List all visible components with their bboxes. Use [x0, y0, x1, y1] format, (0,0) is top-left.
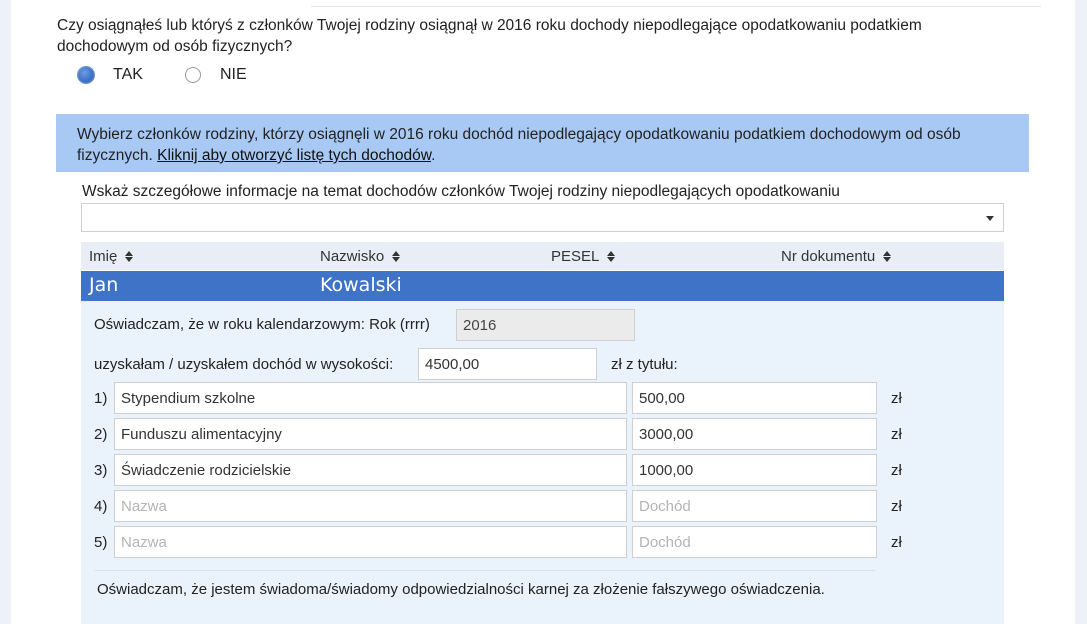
- column-header-nr-dokumentu[interactable]: [781, 248, 891, 265]
- income-amount-field[interactable]: Dochód: [632, 526, 877, 558]
- column-header-label: Nr dokumentu: [781, 248, 876, 265]
- amount-field[interactable]: 4500,00: [418, 348, 597, 380]
- currency-label: zł: [891, 390, 902, 407]
- year-label: Oświadczam, że w roku kalendarzowym: Rok (rrrr): [94, 316, 430, 333]
- currency-label: zł: [891, 426, 902, 443]
- table-row-selected[interactable]: [81, 271, 1004, 301]
- column-header-label: PESEL: [551, 248, 600, 265]
- cell-first-name: Jan: [89, 274, 119, 296]
- radio-tak[interactable]: [78, 67, 94, 83]
- info-text: Wybierz członków rodziny, którzy osiągnęli w 2016 roku dochód niepodlegający opodatkowaniu podatkiem dochodowym od osób fizycznych.: [77, 126, 961, 164]
- amount-label: uzyskałam / uzyskałem dochód w wysokości:: [94, 356, 394, 373]
- income-list-link[interactable]: Kliknij aby otworzyć listę tych dochodów: [157, 147, 432, 164]
- column-header-imie[interactable]: [89, 248, 133, 265]
- radio-nie[interactable]: [185, 67, 201, 83]
- income-amount-field[interactable]: Dochód: [632, 490, 877, 522]
- column-header-label: Nazwisko: [320, 248, 385, 265]
- cell-last-name: Kowalski: [320, 274, 402, 296]
- income-amount-field[interactable]: 1000,00: [632, 454, 877, 486]
- radio-option-nie[interactable]: [185, 66, 247, 84]
- declaration-panel: [81, 301, 1004, 624]
- income-num: 3): [94, 462, 108, 479]
- income-amount-field[interactable]: 3000,00: [632, 418, 877, 450]
- radio-option-tak[interactable]: [78, 66, 143, 84]
- income-num: 1): [94, 390, 108, 407]
- income-num: 4): [94, 498, 108, 515]
- details-select-label: Wskaż szczegółowe informacje na temat dochodów członków Twojej rodziny niepodlegających opodatkowaniu: [82, 183, 840, 200]
- income-question: Czy osiągnąłeś lub któryś z członków Twojej rodziny osiągnął w 2016 roku dochody niepodlegające opodatkowaniu podatkiem dochodowym od osób fizycznych?: [57, 17, 922, 55]
- currency-label: zł: [891, 534, 902, 551]
- income-name-field[interactable]: Nazwa: [114, 526, 627, 558]
- income-name-field[interactable]: Świadczenie rodzicielskie: [114, 454, 627, 486]
- radio-label-nie: NIE: [220, 66, 247, 83]
- details-select[interactable]: [81, 203, 1004, 232]
- table-header: [81, 242, 1004, 270]
- chevron-down-icon[interactable]: [986, 216, 994, 221]
- sort-icon[interactable]: [607, 251, 615, 262]
- currency-label: zł: [891, 498, 902, 515]
- sort-icon[interactable]: [125, 251, 133, 262]
- income-name-field[interactable]: Nazwa: [114, 490, 627, 522]
- currency-label: zł: [891, 462, 902, 479]
- form-page: [11, 0, 1075, 624]
- sort-icon[interactable]: [883, 251, 891, 262]
- income-name-field[interactable]: Stypendium szkolne: [114, 382, 627, 414]
- income-num: 5): [94, 534, 108, 551]
- income-amount-field[interactable]: 500,00: [632, 382, 877, 414]
- column-header-pesel[interactable]: [551, 248, 615, 265]
- divider: [311, 6, 1041, 7]
- info-suffix: .: [431, 147, 436, 164]
- income-num: 2): [94, 426, 108, 443]
- income-name-field[interactable]: Funduszu alimentacyjny: [114, 418, 627, 450]
- column-header-nazwisko[interactable]: [320, 248, 400, 265]
- divider: [95, 570, 875, 571]
- column-header-label: Imię: [89, 248, 118, 265]
- info-box: [56, 114, 1029, 172]
- amount-suffix: zł z tytułu:: [611, 356, 678, 373]
- radio-label-tak: TAK: [113, 66, 143, 83]
- year-field: 2016: [456, 309, 635, 341]
- declaration-footer: Oświadczam, że jestem świadoma/świadomy odpowiedzialności karnej za złożenie fałszywego oświadczenia.: [97, 581, 825, 598]
- sort-icon[interactable]: [392, 251, 400, 262]
